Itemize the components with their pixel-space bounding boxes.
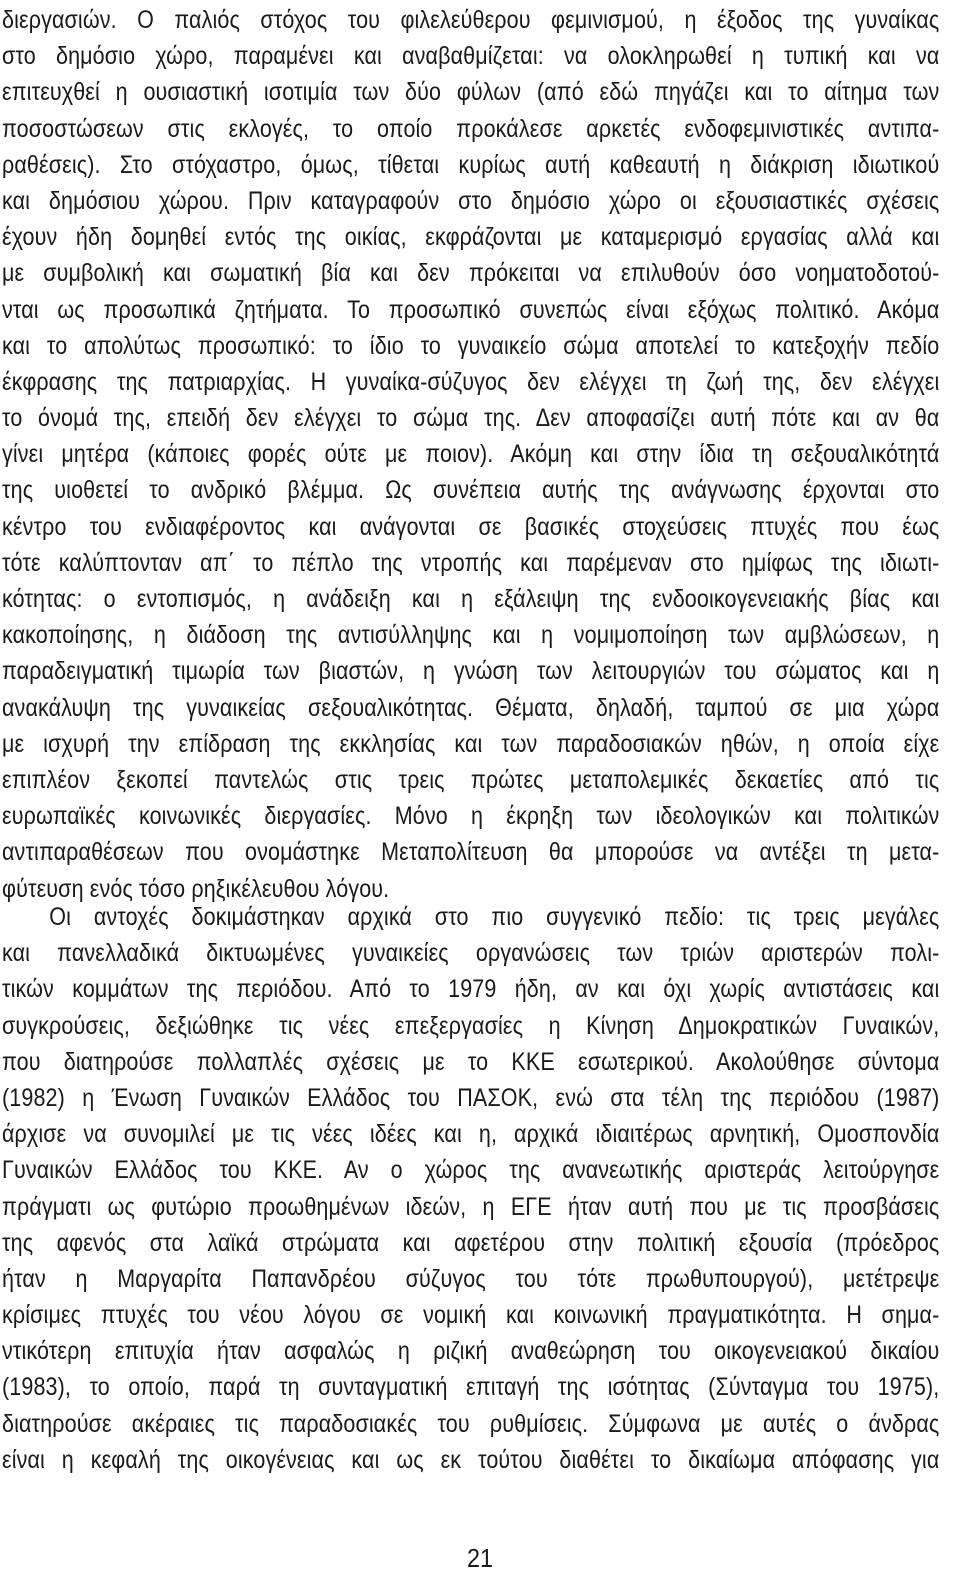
text-line: με συμβολική και σωματική βία και δεν πρόκειται να επιλυθούν όσο νοηματοδοτού- <box>2 259 940 288</box>
text-line: νται ως προσωπικά ζητήματα. Το προσωπικό συνεπώς είναι εξόχως πολιτικό. Ακόμα <box>2 295 940 324</box>
text-line: ντικότερη επιτυχία ήταν ασφαλώς η ριζική αναθεώρηση του οικογενειακού δικαίου <box>2 1337 940 1366</box>
text-line: γίνει μητέρα (κάποιες φορές ούτε με ποιον). Ακόμη και στην ίδια τη σεξουαλικότητά <box>2 440 940 469</box>
text-line: της υιοθετεί το ανδρικό βλέμμα. Ως συνέπεια αυτής της ανάγνωσης έρχονται στο <box>2 476 940 505</box>
page-number: 21 <box>466 1543 494 1573</box>
text-line: είναι η κεφαλή της οικογένειας και ως εκ τούτου διαθέτει το δικαίωμα απόφασης για <box>2 1445 940 1474</box>
text-line: κότητας: ο εντοπισμός, η ανάδειξη και η εξάλειψη της ενδοοικογενειακής βίας και <box>2 585 940 613</box>
paragraph-1 <box>2 2 940 907</box>
text-line: κρίσιμες πτυχές του νέου λόγου σε νομική και κοινωνική πραγματικότητα. Η σημα- <box>2 1301 940 1330</box>
text-line: φύτευση ενός τόσο ρηξικέλευθου λόγου. <box>2 874 390 903</box>
text-line: και δημόσιου χώρου. Πριν καταγραφούν στο δημόσιο χώρο οι εξουσιαστικές σχέσεις <box>2 186 940 215</box>
text-line: άρχισε να συνομιλεί με τις νέες ιδέες και η, αρχικά ιδιαιτέρως αρνητική, Ομοσπονδία <box>2 1120 940 1149</box>
text-line: ραθέσεις). Στο στόχαστρο, όμως, τίθεται κυρίως αυτή καθεαυτή η διάκριση ιδιωτικού <box>2 150 940 179</box>
text-line: ήταν η Μαργαρίτα Παπανδρέου σύζυγος του τότε πρωθυπουργού), μετέτρεψε <box>2 1264 940 1293</box>
text-line: Γυναικών Ελλάδος του ΚΚΕ. Αν ο χώρος της ανανεωτικής αριστεράς λειτούργησε <box>2 1156 940 1185</box>
text-line: και το απολύτως προσωπικό: το ίδιο το γυναικείο σώμα αποτελεί το κατεξοχήν πεδίο <box>2 331 940 360</box>
text-line: πράγματι ως φυτώριο προωθημένων ιδεών, η ΕΓΕ ήταν αυτή που με τις προσβάσεις <box>2 1192 940 1221</box>
text-line: της αφενός στα λαϊκά στρώματα και αφετέρου στην πολιτική εξουσία (πρόεδρος <box>2 1228 940 1257</box>
text-line: με ισχυρή την επίδραση της εκκλησίας και των παραδοσιακών ηθών, η οποία είχε <box>2 729 940 758</box>
text-line: που διατηρούσε πολλαπλές σχέσεις με το ΚΚΕ εσωτερικού. Ακολούθησε σύντομα <box>2 1047 940 1076</box>
text-line: συγκρούσεις, δεξιώθηκε τις νέες επεξεργασίες η Κίνηση Δημοκρατικών Γυναικών, <box>2 1011 940 1040</box>
text-line: κέντρο του ενδιαφέροντος και ανάγονται σε βασικές στοχεύσεις πτυχές που έως <box>2 512 940 541</box>
paragraph-2 <box>2 899 940 1478</box>
text-line: και πανελλαδικά δικτυωμένες γυναικείες οργανώσεις των τριών αριστερών πολι- <box>2 939 940 968</box>
text-line: αντιπαραθέσεων που ονομάστηκε Μεταπολίτευση θα μπορούσε να αντέξει τη μετα- <box>2 838 940 867</box>
text-line: παραδειγματική τιμωρία των βιαστών, η γνώση των λειτουργιών του σώματος και η <box>2 657 940 686</box>
text-line: το όνομά της, επειδή δεν ελέγχει το σώμα της. Δεν αποφασίζει αυτή πότε και αν θα <box>2 404 940 433</box>
text-line: τικών κομμάτων της περιόδου. Από το 1979 ήδη, αν και όχι χωρίς αντιστάσεις και <box>2 975 940 1004</box>
text-line: διεργασιών. Ο παλιός στόχος του φιλελεύθερου φεμινισμού, η έξοδος της γυναίκας <box>2 6 940 34</box>
text-line: (1983), το οποίο, παρά τη συνταγματική επιταγή της ισότητας (Σύνταγμα του 1975), <box>2 1373 940 1402</box>
text-line: Οι αντοχές δοκιμάστηκαν αρχικά στο πιο συγγενικό πεδίο: τις τρεις μεγάλες <box>49 903 940 931</box>
text-line: διατηρούσε ακέραιες τις παραδοσιακές του ρυθμίσεις. Σύμφωνα με αυτές ο άνδρας <box>2 1409 940 1438</box>
text-line: ανακάλυψη της γυναικείας σεξουαλικότητας. Θέματα, δηλαδή, ταμπού σε μια χώρα <box>2 693 940 722</box>
text-line: ευρωπαϊκές κοινωνικές διεργασίες. Μόνο η έκρηξη των ιδεολογικών και πολιτικών <box>2 802 940 831</box>
text-line: επιπλέον ξεκοπεί παντελώς στις τρεις πρώτες μεταπολεμικές δεκαετίες από τις <box>2 765 940 794</box>
text-line: έκφρασης της πατριαρχίας. Η γυναίκα-σύζυγος δεν ελέγχει τη ζωή της, δεν ελέγχει <box>2 367 940 396</box>
text-line: κακοποίησης, η διάδοση της αντισύλληψης και η νομιμοποίηση των αμβλώσεων, η <box>2 621 940 650</box>
text-line: τότε καλύπτονταν απ΄ το πέπλο της ντροπής και παρέμεναν στο ημίφως της ιδιωτι- <box>2 548 940 577</box>
text-line: στο δημόσιο χώρο, παραμένει και αναβαθμίζεται: να ολοκληρωθεί η τυπική και να <box>2 42 940 71</box>
text-line: ποσοστώσεων στις εκλογές, το οποίο προκάλεσε αρκετές ενδοφεμινιστικές αντιπα- <box>2 114 940 143</box>
text-line: επιτευχθεί η ουσιαστική ισοτιμία των δύο φύλων (από εδώ πηγάζει και το αίτημα των <box>2 78 940 107</box>
text-line: (1982) η Ένωση Γυναικών Ελλάδος του ΠΑΣΟΚ, ενώ στα τέλη της περιόδου (1987) <box>2 1083 940 1112</box>
text-line: έχουν ήδη δομηθεί εντός της οικίας, εκφράζονται με καταμερισμό εργασίας αλλά και <box>2 223 940 252</box>
